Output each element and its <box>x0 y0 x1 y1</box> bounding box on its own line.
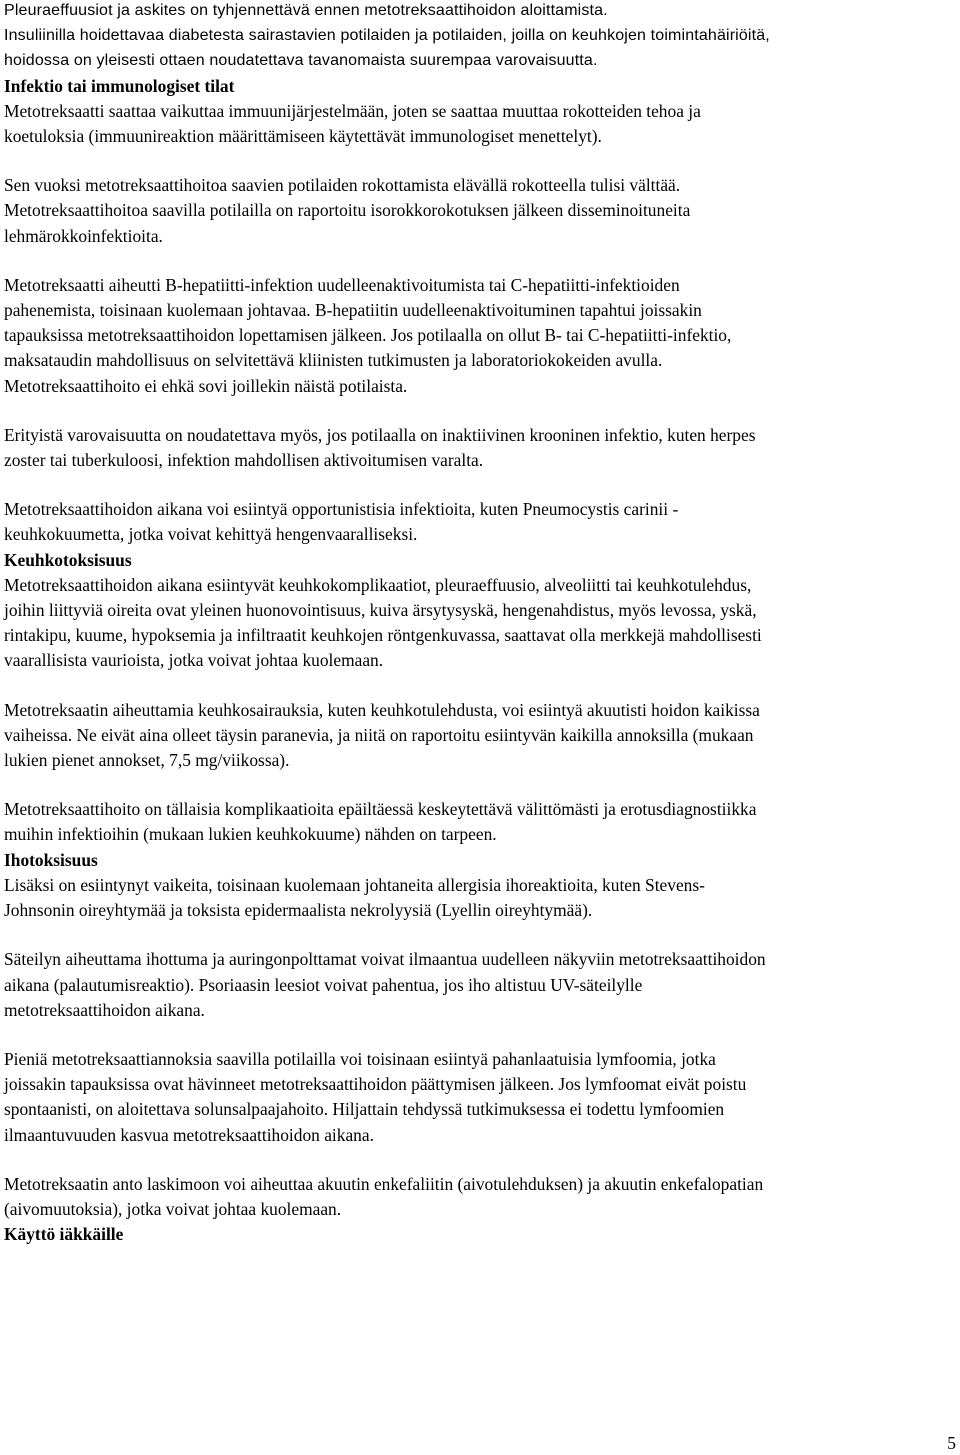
paragraph-lung-diseases <box>4 698 954 774</box>
text-line: muihin infektioihin (mukaan lukien keuhkokuume) nähden on tarpeen. <box>4 824 497 845</box>
text-line: Metotreksaattihoidon aikana esiintyvät keuhkokomplikaatiot, pleuraeffuusio, alveoliitti tai keuhkotulehdus, <box>4 574 752 595</box>
text-line: joihin liittyviä oireita ovat yleinen huonovointisuus, kuiva ärsytysyskä, hengenahdistus, myös levossa, yskä, <box>4 600 757 621</box>
text-line: Insuliinilla hoidettavaa diabetesta sairastavien potilaiden ja potilaiden, joilla on keuhkojen toimintahäiriöitä, <box>4 27 770 45</box>
paragraph-lymphoma <box>4 1047 954 1148</box>
text-line: vaiheissa. Ne eivät aina olleet täysin paranevia, ja niitä on raportoitu esiintyvän kaikilla annoksilla (mukaan <box>4 724 754 745</box>
paragraph-lung-complications <box>4 573 954 674</box>
page-number: 5 <box>947 1433 956 1453</box>
section-heading-infection: Infektio tai immunologiset tilat <box>4 75 235 96</box>
text-line: vaarallisista vaurioista, jotka voivat johtaa kuolemaan. <box>4 650 384 671</box>
text-line: (aivomuutoksia), jotka voivat johtaa kuolemaan. <box>4 1198 342 1219</box>
text-line: rintakipu, kuume, hypoksemia ja infiltraatit keuhkojen röntgenkuvassa, saattavat olla merkkejä mahdollisesti <box>4 625 762 646</box>
text-line: Metotreksaatin anto laskimoon voi aiheuttaa akuutin enkefaliitin (aivotulehduksen) ja akuutin enkefalopatian <box>4 1173 764 1194</box>
text-line: keuhkokuumetta, jotka voivat kehittyä hengenvaaralliseksi. <box>4 524 418 545</box>
text-line: Pieniä metotreksaattiannoksia saavilla potilailla voi toisinaan esiintyä pahanlaatuisia lymfoomia, jotka <box>4 1048 716 1069</box>
text-line: Metotreksaatin aiheuttamia keuhkosairauksia, kuten keuhkotulehdusta, voi esiintyä akuutisti hoidon kaikissa <box>4 699 760 720</box>
section-heading-elderly: Käyttö iäkkäille <box>4 1224 124 1245</box>
text-line: lehmärokkoinfektioita. <box>4 225 163 246</box>
text-line: Metotreksaattihoitoa saavilla potilailla on raportoitu isorokkorokotuksen jälkeen disseminoituneita <box>4 200 691 221</box>
text-line: tapauksissa metotreksaattihoidon lopettamisen jälkeen. Jos potilaalla on ollut B- tai C-hepatiitti-infektio, <box>4 325 732 346</box>
paragraph-hepatitis <box>4 273 954 399</box>
text-line: maksataudin mahdollisuus on selvitettävä kliinisten tutkimusten ja laboratoriokokeiden avulla. <box>4 350 663 371</box>
paragraph-infection-vaccines <box>4 99 954 149</box>
text-line: ilmaantuvuuden kasvua metotreksaattihoidon aikana. <box>4 1124 374 1145</box>
text-line: joissakin tapauksissa ovat hävinneet metotreksaattihoidon päättymisen jälkeen. Jos lymfoomat eivät poistu <box>4 1074 747 1095</box>
document-page <box>4 0 954 1247</box>
text-line: Metotreksaattihoidon aikana voi esiintyä opportunistisia infektioita, kuten Pneumocystis carinii - <box>4 499 679 520</box>
section-heading-skin-toxicity: Ihotoksisuus <box>4 849 98 870</box>
paragraph-live-vaccines <box>4 173 954 249</box>
text-line: Metotreksaatti saattaa vaikuttaa immuunijärjestelmään, joten se saattaa muuttaa rokotteiden tehoa ja <box>4 100 701 121</box>
text-line: Pleuraeffuusiot ja askites on tyhjennettävä ennen metotreksaattihoidon aloittamista. <box>4 2 608 19</box>
text-line: Sen vuoksi metotreksaattihoitoa saavien potilaiden rokottamista elävällä rokotteella tulisi välttää. <box>4 175 681 196</box>
text-line: lukien pienet annokset, 7,5 mg/viikossa). <box>4 750 290 771</box>
text-line: Metotreksaattihoito ei ehkä sovi joillekin näistä potilaista. <box>4 375 408 396</box>
text-line: hoidossa on yleisesti ottaen noudatettava tavanomaista suurempaa varovaisuutta. <box>4 52 598 70</box>
text-line: Johnsonin oireyhtymää ja toksista epidermaalista nekrolyysiä (Lyellin oireyhtymää). <box>4 900 593 921</box>
text-line: Lisäksi on esiintynyt vaikeita, toisinaan kuolemaan johtaneita allergisia ihoreaktioita, kuten Stevens- <box>4 874 705 895</box>
text-line: zoster tai tuberkuloosi, infektion mahdollisen aktivoitumisen varalta. <box>4 450 484 471</box>
text-line: pahenemista, toisinaan kuolemaan johtavaa. B-hepatiitin uudelleenaktivoituminen tapahtui joissakin <box>4 300 702 321</box>
text-line: spontaanisti, on aloitettava solunsalpaajahoito. Hiljattain tehdyssä tutkimuksessa ei todettu lymfoomien <box>4 1099 725 1120</box>
text-line: Erityistä varovaisuutta on noudatettava myös, jos potilaalla on inaktiivinen krooninen infektio, kuten herpes <box>4 424 756 445</box>
text-line: Metotreksaattihoito on tällaisia komplikaatioita epäiltäessä keskeytettävä välittömästi ja erotusdiagnostiikka <box>4 799 757 820</box>
text-line: metotreksaattihoidon aikana. <box>4 999 205 1020</box>
paragraph-lung-discontinue <box>4 797 954 847</box>
paragraph-opportunistic-infections <box>4 497 954 547</box>
text-line: aikana (palautumisreaktio). Psoriaasin leesiot voivat pahentua, jos iho altistuu UV-säteilylle <box>4 974 643 995</box>
paragraph-intro <box>4 0 954 74</box>
text-line: Metotreksaatti aiheutti B-hepatiitti-infektion uudelleenaktivoitumista tai C-hepatiitti-infektioiden <box>4 274 680 295</box>
paragraph-radiation-recall <box>4 947 954 1023</box>
paragraph-encephalitis <box>4 1172 954 1222</box>
paragraph-skin-reactions <box>4 873 954 923</box>
section-heading-lung-toxicity: Keuhkotoksisuus <box>4 549 132 570</box>
text-line: koetuloksia (immuunireaktion määrittämiseen käytettävät immunologiset menettelyt). <box>4 126 602 147</box>
text-line: Säteilyn aiheuttama ihottuma ja auringonpolttamat voivat ilmaantua uudelleen näkyviin metotreksaattihoidon <box>4 949 766 970</box>
paragraph-chronic-infection <box>4 423 954 473</box>
